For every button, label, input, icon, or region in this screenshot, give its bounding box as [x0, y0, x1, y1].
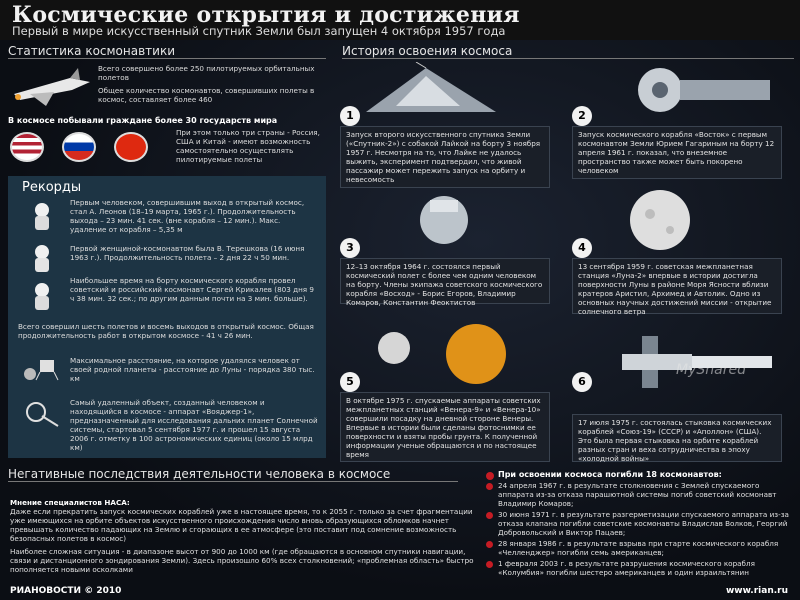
history-step-2: Запуск космического корабля «Восток» с первым космонавтом Земли Юрием Гагариным на борту 12 апреля 1961 г. показал, что внеземное пространство также может быть покорено человеком: [572, 126, 782, 179]
history-heading: История освоения космоса: [342, 44, 794, 59]
victim-item: 30 июня 1971 г. в результате разгерметизации спускаемого аппарата из-за отказа клапана погибли советские космонавты Владислав Волков, Георгий Добровольский и Виктор Пацаев;: [486, 510, 794, 537]
cosmonaut-krikalev-icon: [22, 280, 62, 312]
page-subtitle: Первый в мире искусственный спутник Земли был запущен 4 октября 1957 года: [12, 24, 506, 38]
stat-flights: Всего совершено более 250 пилотируемых орбитальных полетов: [98, 64, 315, 82]
records-heading: Рекорды: [22, 180, 82, 195]
history-step-3: 12–13 октября 1964 г. состоялся первый космический полет с более чем одним человеком на борту. Члены экипажа советского космического корабля «Восход» - Борис Егоров, Владимир Комаров, Константин Феоктистов: [340, 258, 550, 304]
shuttle-icon: [10, 64, 94, 110]
records-section: [8, 176, 326, 458]
countries-title: В космосе побывали граждане более 30 государств мира: [8, 116, 278, 125]
step-number-6: 6: [572, 372, 592, 392]
russia-flag-icon: [62, 132, 96, 162]
step-number-2: 2: [572, 106, 592, 126]
history-step-4: 13 сентября 1959 г. советская межпланетная станция «Луна-2» впервые в истории достигла поверхности Луны в районе Моря Ясности вблизи кратеров Аристил, Архимед и Автолик. Одно из основных научных достижений миссии - открытие солнечного ветра: [572, 258, 782, 314]
record-distance: Максимальное расстояние, на которое удалялся человек от своей родной планеты - расстояние до Луны - порядка 380 тыс. км: [70, 356, 315, 383]
footer-link[interactable]: www.rian.ru: [725, 586, 788, 596]
stats-section: [8, 44, 326, 174]
negative-heading: Негативные последствия деятельности человека в космосе: [8, 468, 458, 482]
record-tereshkova: Первой женщиной-космонавтом была В. Терешкова (16 июня 1963 г.). Продолжительность полета – 2 дня 22 ч 50 мин.: [70, 244, 305, 262]
record-spacewalk: Первым человеком, совершившим выход в открытый космос, стал А. Леонов (18–19 марта, 1965 г.). Продолжительность выхода – 23 мин. 41 сек. (вне корабля – 12 мин.). Макс. удаление от корабля – 5,35 м: [70, 198, 305, 234]
stats-heading: Статистика космонавтики: [8, 44, 326, 59]
spacewalk-astronaut-icon: [22, 200, 62, 232]
female-cosmonaut-icon: [22, 242, 62, 274]
header: [0, 0, 800, 40]
victims-section: [486, 470, 794, 590]
china-flag-icon: [114, 132, 148, 162]
lunar-module-icon: [22, 352, 62, 384]
vostok-spacecraft-icon: [600, 62, 790, 120]
moon-luna2-icon: [610, 186, 710, 252]
page-title: Космические открытия и достижения: [12, 2, 520, 28]
voskhod-spacecraft-icon: [400, 190, 490, 250]
stat-cosmonauts: Общее количество космонавтов, совершивших полеты в космос, составляет более 460: [98, 86, 315, 104]
nasa-title: Мнение специалистов НАСА:: [10, 498, 130, 507]
victim-item: 28 января 1986 г. в результате взрыва при старте космического корабля «Челленджер» погибли семь американцев;: [486, 539, 794, 557]
step-number-5: 5: [340, 372, 360, 392]
negative-body: [10, 498, 480, 574]
sputnik-2-icon: [356, 62, 506, 120]
negative-section: [8, 468, 478, 588]
countries-text: При этом только три страны - Россия, США и Китай - имеют возможность самостоятельно осуществлять пилотируемые полеты: [176, 128, 320, 164]
nasa-paragraph-2: Наиболее сложная ситуация - в диапазоне высот от 900 до 1000 км (где обращаются в основном спутники навигации, связи и дистанционного зондирования Земли). Здесь произошло 60% всех столкновений; «проблемная область» быстро пополняется новыми осколками: [10, 547, 474, 574]
nasa-paragraph-1: Даже если прекратить запуск космических кораблей уже в настоящее время, то к 2055 г. только за счет фрагментации уже имеющихся на орбите объектов искусственного происхождения число вновь образующихся обломков начнет превышать количество падающих на Землю и сгорающих в ее атмосфере (это поставит под сомнение возможность безопасных полетов в космос): [10, 507, 473, 543]
step-number-4: 4: [572, 238, 592, 258]
history-step-6: 17 июля 1975 г. состоялась стыковка космических кораблей «Союз-19» (СССР) и «Аполлон» (США). Это была первая стыковка на орбите кораблей разных стран и веха сотрудничества в эпоху «холодной войны»: [572, 414, 782, 462]
history-step-1: Запуск второго искусственного спутника Земли («Спутник-2») с собакой Лайкой на борту 3 ноября 1957 г. Несмотря на то, что Лайке не удалось выжить, эксперимент подтвердил, что живой пассажир может пережить запуск на орбиту и невесомость: [340, 126, 550, 188]
victim-item: 24 апреля 1967 г. в результате столкновения с Землей спускаемого аппарата из-за отказа парашютной системы погиб советский космонавт Владимир Комаров;: [486, 481, 794, 508]
step-number-3: 3: [340, 238, 360, 258]
victim-item: 1 февраля 2003 г. в результате разрушения космического корабля «Колумбия» погибли шестеро американцев и один израильтянин: [486, 559, 794, 577]
history-step-5: В октябре 1975 г. спускаемые аппараты советских межпланетных станций «Венера-9» и «Венера-10» совершили посадку на дневной стороне Венеры. Впервые в истории были сделаны фотоснимки ее поверхности и взяты пробы грунта. К полученной информации ученые обращаются и по настоящее время: [340, 392, 550, 462]
victims-heading: При освоении космоса погибли 18 космонавтов:: [486, 470, 794, 479]
record-krikalev-totals: Всего совершил шесть полетов и восемь выходов в открытый космос. Общая продолжительность работ в открытом космосе - 41 ч 26 мин.: [18, 322, 314, 340]
watermark: MyShared: [676, 362, 746, 378]
usa-flag-icon: [10, 132, 44, 162]
step-number-1: 1: [340, 106, 360, 126]
footer-copyright: РИАНОВОСТИ © 2010: [10, 586, 122, 596]
venus-lander-icon: [366, 318, 516, 388]
record-voyager: Самый удаленный объект, созданный человеком и находящийся в космосе - аппарат «Вояджер-1», предназначенный для исследования дальних планет Солнечной системы, стартовал 5 сентября 1977 г. и прошел 15 августа 2006 г. отметку в 100 астрономических единиц (около 15 млрд км): [70, 398, 318, 452]
record-krikalev: Наибольшее время на борту космического корабля провел советский и российский космонавт Сергей Крикалев (803 дня 9 ч 38 мин. 32 сек.; по другим данным почти на 3 мин. больше).: [70, 276, 314, 303]
